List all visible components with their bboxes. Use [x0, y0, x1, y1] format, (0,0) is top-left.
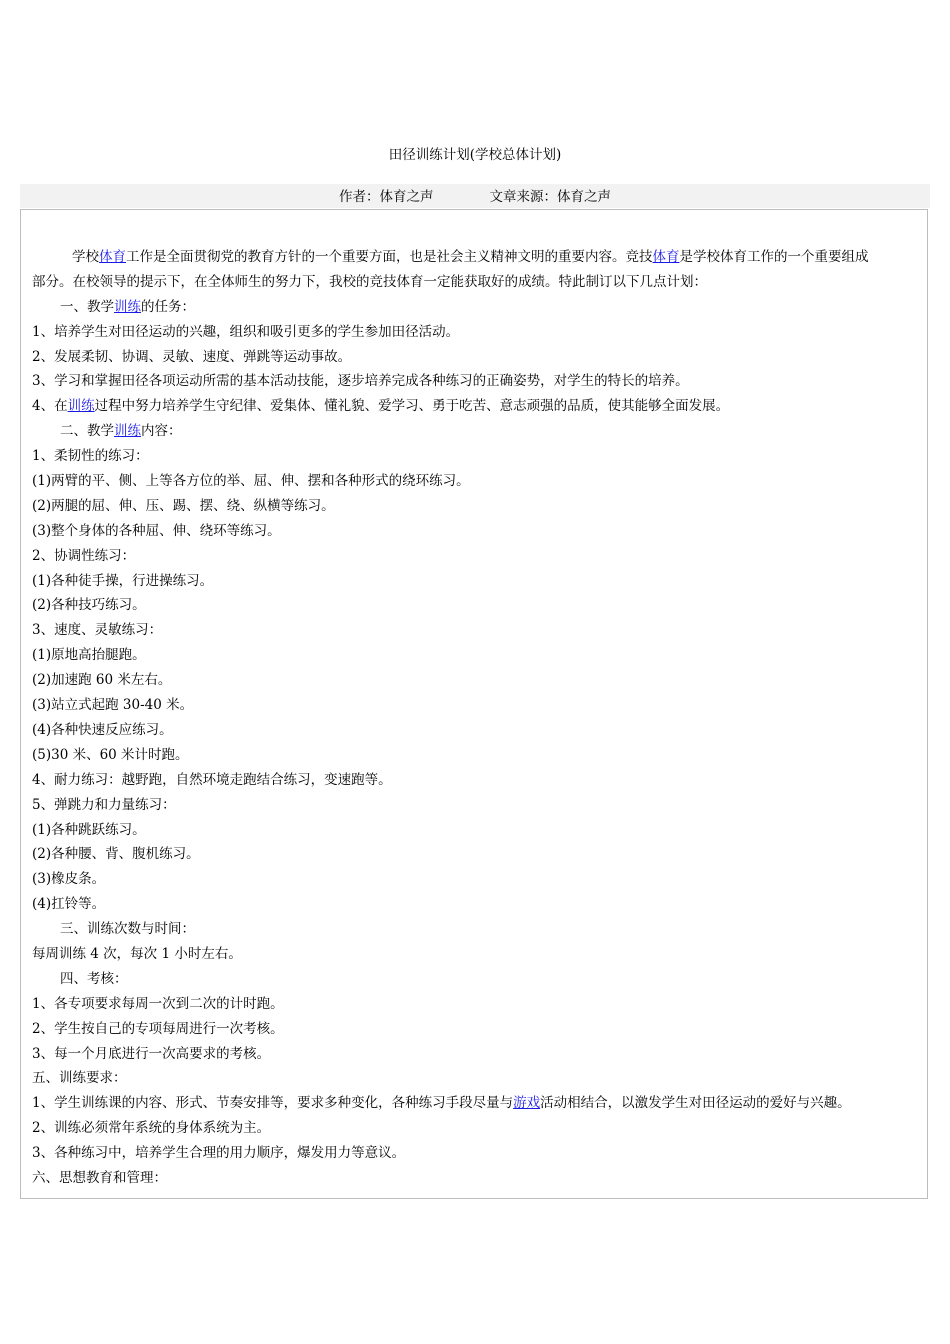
- list-item: 1、柔韧性的练习：: [32, 448, 149, 465]
- list-item: (4)扛铃等。: [32, 896, 106, 913]
- list-item: 5、弹跳力和力量练习：: [32, 796, 176, 813]
- intro-line-2: 部分。在校领导的提示下，在全体师生的努力下，我校的竞技体育一定能获取好的成绩。特此制订以下几点计划：: [32, 273, 707, 290]
- intro-line-1: 学校体育工作是全面贯彻党的教育方针的一个重要方面，也是社会主义精神文明的重要内容。竞技体育是学校体育工作的一个重要组成: [72, 249, 869, 265]
- author-label: 作者：体育之声: [339, 189, 434, 205]
- list-item: (5)30 米、60 米计时跑。: [32, 746, 189, 763]
- section-1-item-2: 2、发展柔韧、协调、灵敏、速度、弹跳等运动事故。: [32, 348, 352, 365]
- list-item: 1、各专项要求每周一次到二次的计时跑。: [32, 995, 284, 1012]
- section-1-heading: 一、教学训练的任务：: [60, 298, 195, 315]
- link-xunlian-1[interactable]: 训练: [114, 298, 141, 315]
- list-item: (1)各种跳跃练习。: [32, 821, 146, 838]
- list-item: (2)各种腰、背、腹机练习。: [32, 846, 200, 863]
- list-item: (4)各种快速反应练习。: [32, 721, 173, 738]
- section-1-item-3: 3、学习和掌握田径各项运动所需的基本活动技能，逐步培养完成各种练习的正确姿势，对学生的特长的培养。: [32, 373, 689, 390]
- list-item: (1)各种徒手操，行进操练习。: [32, 572, 214, 589]
- article-title: 田径训练计划(学校总体计划): [388, 147, 562, 163]
- article-meta-bar: [20, 184, 930, 208]
- source-label: 文章来源：体育之声: [489, 189, 611, 205]
- list-item: (1)两臂的平、侧、上等各方位的举、屈、伸、摆和各种形式的绕环练习。: [32, 473, 470, 490]
- intro-paragraph: [32, 245, 922, 270]
- list-item: (3)整个身体的各种屈、伸、绕环等练习。: [32, 522, 281, 539]
- link-tiyu-2[interactable]: 体育: [652, 249, 680, 265]
- section-5-item-1: 1、学生训练课的内容、形式、节奏安排等，要求多种变化，各种练习手段尽量与游戏活动相结合，以激发学生对田径运动的爱好与兴趣。: [32, 1095, 851, 1112]
- section-3-heading: 三、训练次数与时间：: [60, 921, 195, 938]
- section-3-body: 每周训练 4 次，每次 1 小时左右。: [32, 945, 242, 962]
- link-xunlian-2[interactable]: 训练: [67, 398, 95, 415]
- list-item: (2)加速跑 60 米左右。: [32, 672, 172, 689]
- section-5-item-2: 2、训练必须常年系统的身体系统为主。: [32, 1120, 271, 1137]
- list-item: 3、每一个月底进行一次高要求的考核。: [32, 1045, 271, 1062]
- list-item: 3、速度、灵敏练习：: [32, 622, 163, 639]
- section-1-item-1: 1、培养学生对田径运动的兴趣，组织和吸引更多的学生参加田径活动。: [32, 323, 460, 340]
- list-item: (1)原地高抬腿跑。: [32, 647, 146, 664]
- list-item: (3)站立式起跑 30-40 米。: [32, 697, 194, 714]
- list-item: 4、耐力练习：越野跑，自然环境走跑结合练习，变速跑等。: [32, 771, 392, 788]
- link-youxi[interactable]: 游戏: [513, 1095, 541, 1112]
- section-6-heading: 六、思想教育和管理：: [32, 1169, 167, 1186]
- section-5-heading: 五、训练要求：: [32, 1070, 127, 1087]
- list-item: 2、协调性练习：: [32, 547, 136, 564]
- link-xunlian-3[interactable]: 训练: [114, 423, 141, 440]
- list-item: (2)两腿的屈、伸、压、踢、摆、绕、纵横等练习。: [32, 497, 335, 514]
- list-item: (3)橡皮条。: [32, 871, 106, 888]
- section-5-item-3: 3、各种练习中，培养学生合理的用力顺序，爆发用力等意议。: [32, 1145, 406, 1162]
- list-item: (2)各种技巧练习。: [32, 597, 146, 614]
- section-2-heading: 二、教学训练内容：: [60, 423, 182, 440]
- list-item: 2、学生按自己的专项每周进行一次考核。: [32, 1020, 284, 1037]
- link-tiyu-1[interactable]: 体育: [99, 249, 126, 265]
- article-body: [32, 245, 922, 1191]
- section-4-heading: 四、考核：: [60, 970, 128, 987]
- section-1-item-4: 4、在训练过程中努力培养学生守纪律、爱集体、懂礼貌、爱学习、勇于吃苦、意志顽强的品质，使其能够全面发展。: [32, 398, 730, 415]
